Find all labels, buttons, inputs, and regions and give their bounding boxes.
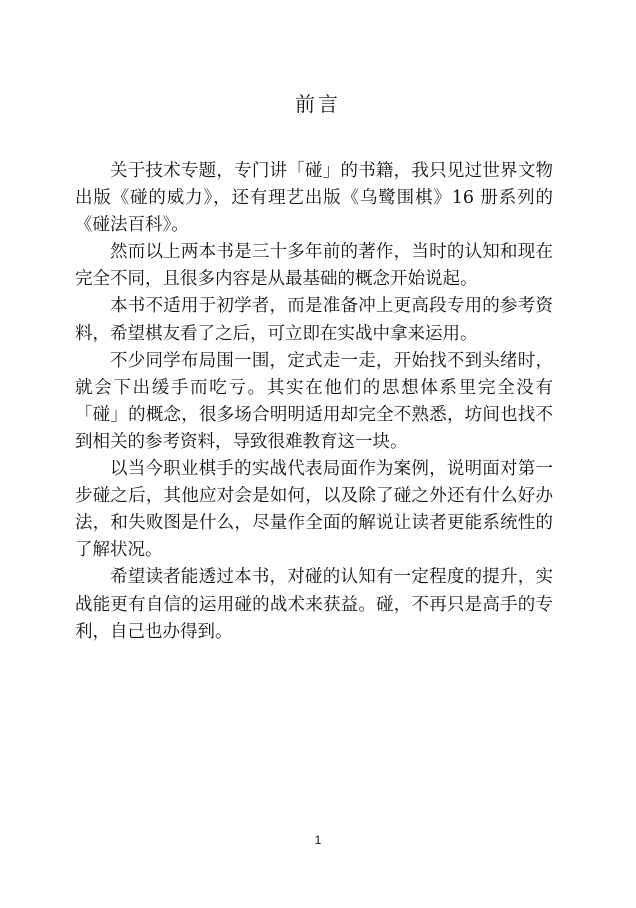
paragraph-6: 希望读者能透过本书，对碰的认知有一定程度的提升，实战能更有自信的运用碰的战术来获益。碰，不再只是高手的专利，自己也办得到。 <box>75 567 553 642</box>
paragraph-3: 本书不适用于初学者，而是准备冲上更高段专用的参考资料，希望棋友看了之后，可立即在实战中拿来运用。 <box>75 296 553 344</box>
page-number: 1 <box>314 833 322 847</box>
paragraph-1: 关于技术专题，专门讲「碰」的书籍，我只见过世界文物出版《碰的威力》，还有理艺出版《乌鹭围棋》16 册系列的《碰法百科》。 <box>75 161 553 236</box>
paragraph-5: 以当今职业棋手的实战代表局面作为案例，说明面对第一步碰之后，其他应对会是如何，以及除了碰之外还有什么好办法，和失败图是什么，尽量作全面的解说让读者更能系统性的了解状况。 <box>75 459 553 561</box>
paragraph-4: 不少同学布局围一围，定式走一走，开始找不到头绪时，就会下出缓手而吃亏。其实在他们的思想体系里完全没有「碰」的概念，很多场合明明适用却完全不熟悉，坊间也找不到相关的参考资料，导致很难教育这一块。 <box>75 350 553 452</box>
preface-body <box>75 158 553 646</box>
paragraph-2: 然而以上两本书是三十多年前的著作，当时的认知和现在完全不同，且很多内容是从最基础的概念开始说起。 <box>75 242 553 290</box>
page-title: 前言 <box>295 92 341 116</box>
